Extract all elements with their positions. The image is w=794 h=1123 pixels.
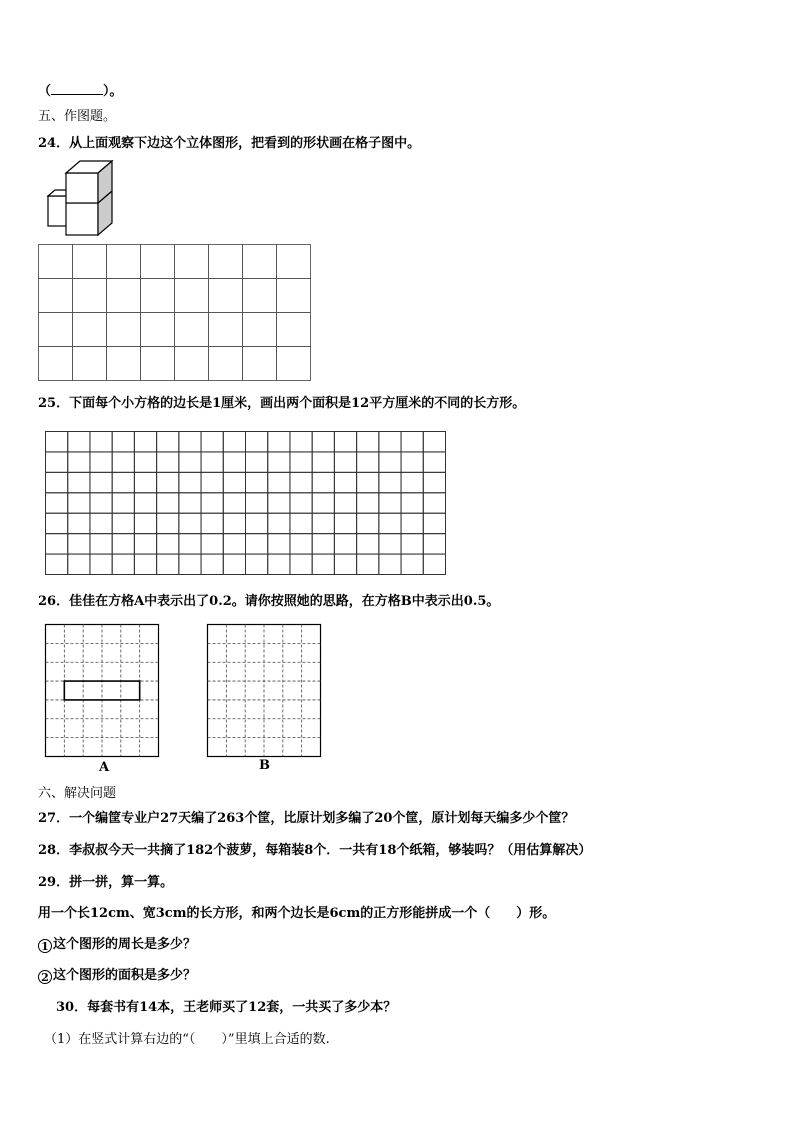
q25-grid-cell[interactable] xyxy=(223,452,245,472)
q25-grid-cell[interactable] xyxy=(312,452,334,472)
q24-grid-cell[interactable] xyxy=(175,313,209,347)
q24-grid-cell[interactable] xyxy=(243,245,277,279)
q25-grid-cell[interactable] xyxy=(290,472,312,492)
q25-grid-cell[interactable] xyxy=(334,452,356,472)
q24-drawing-grid[interactable] xyxy=(38,244,312,382)
q28-text xyxy=(38,842,591,860)
q24-grid-cell[interactable] xyxy=(107,279,141,313)
q24-text xyxy=(38,135,420,153)
close-paren: ）。 xyxy=(103,84,123,99)
q25-grid-cell[interactable] xyxy=(46,452,68,472)
q25-grid-cell[interactable] xyxy=(290,452,312,472)
q30-sub1: （1）在竖式计算右边的“（ ）”里填上合适的数. xyxy=(44,1032,330,1047)
q24-grid-cell[interactable] xyxy=(39,245,73,279)
q24-grid-cell[interactable] xyxy=(73,245,107,279)
q25-grid-cell[interactable] xyxy=(423,452,445,472)
q25-grid-cell[interactable] xyxy=(401,554,423,574)
q25-grid-cell[interactable] xyxy=(379,432,401,452)
q25-grid-cell[interactable] xyxy=(68,432,90,452)
q25-grid-cell[interactable] xyxy=(379,472,401,492)
q24-grid-cell[interactable] xyxy=(175,245,209,279)
q24-question: 从上面观察下边这个立体图形，把看到的形状画在格子图中。 xyxy=(69,136,421,151)
q25-grid-cell[interactable] xyxy=(201,432,223,452)
grid-b-label: B xyxy=(259,758,270,773)
q25-grid-cell[interactable] xyxy=(112,472,134,492)
q26-number: 26． xyxy=(38,594,70,609)
answer-blank-line xyxy=(38,82,123,101)
q25-grid-cell[interactable] xyxy=(112,432,134,452)
q25-grid-cell[interactable] xyxy=(90,534,112,554)
q24-grid-cell[interactable] xyxy=(277,347,311,381)
q25-grid-cell[interactable] xyxy=(90,432,112,452)
q24-grid-cell[interactable] xyxy=(209,279,243,313)
q24-grid-cell[interactable] xyxy=(39,347,73,381)
q24-grid-cell[interactable] xyxy=(39,279,73,313)
q25-grid-cell[interactable] xyxy=(246,534,268,554)
q25-grid-cell[interactable] xyxy=(46,493,68,513)
q25-grid-cell[interactable] xyxy=(112,493,134,513)
q25-grid-cell[interactable] xyxy=(268,513,290,533)
q24-grid-cell[interactable] xyxy=(141,347,175,381)
q25-grid-cell[interactable] xyxy=(423,513,445,533)
q25-grid-cell[interactable] xyxy=(112,513,134,533)
q25-grid-cell[interactable] xyxy=(46,472,68,492)
q25-grid-cell[interactable] xyxy=(268,432,290,452)
q25-grid-cell[interactable] xyxy=(157,513,179,533)
q25-grid-cell[interactable] xyxy=(134,452,156,472)
q24-grid-cell[interactable] xyxy=(209,313,243,347)
q25-grid-cell[interactable] xyxy=(134,493,156,513)
q25-grid-cell[interactable] xyxy=(68,472,90,492)
q25-grid-cell[interactable] xyxy=(246,493,268,513)
q25-grid-cell[interactable] xyxy=(334,432,356,452)
q25-grid-cell[interactable] xyxy=(423,472,445,492)
q25-grid-cell[interactable] xyxy=(46,534,68,554)
q25-number: 25． xyxy=(38,396,70,411)
q28-number: 28． xyxy=(38,843,70,858)
q25-grid-cell[interactable] xyxy=(68,534,90,554)
q24-grid-cell[interactable] xyxy=(243,313,277,347)
q25-grid-cell[interactable] xyxy=(334,554,356,574)
q25-grid-cell[interactable] xyxy=(401,452,423,472)
q25-grid-cell[interactable] xyxy=(112,452,134,472)
q25-grid-cell[interactable] xyxy=(157,493,179,513)
q25-grid-cell[interactable] xyxy=(179,452,201,472)
q29-sub2-text: 这个图形的面积是多少？ xyxy=(53,968,197,983)
q25-grid-cell[interactable] xyxy=(134,554,156,574)
answer-blank[interactable] xyxy=(51,82,103,95)
q25-grid-cell[interactable] xyxy=(68,493,90,513)
q24-grid-cell[interactable] xyxy=(209,245,243,279)
cube-solid-figure xyxy=(40,160,120,240)
q25-grid-cell[interactable] xyxy=(312,472,334,492)
q25-grid-cell[interactable] xyxy=(401,432,423,452)
q29-line2: 用一个长12cm、宽3cm的长方形，和两个边长是6cm的正方形能拼成一个（ ）形。 xyxy=(38,906,556,921)
q25-grid-cell[interactable] xyxy=(401,513,423,533)
q29-text xyxy=(38,874,173,892)
q25-grid-cell[interactable] xyxy=(157,472,179,492)
q24-grid-cell[interactable] xyxy=(141,245,175,279)
q25-grid-cell[interactable] xyxy=(268,493,290,513)
q25-grid-cell[interactable] xyxy=(246,554,268,574)
grid-a-label: A xyxy=(99,760,110,775)
q24-grid-cell[interactable] xyxy=(73,347,107,381)
q25-grid-cell[interactable] xyxy=(201,513,223,533)
q25-text xyxy=(38,395,525,413)
q25-grid-cell[interactable] xyxy=(423,493,445,513)
q25-grid-cell[interactable] xyxy=(268,554,290,574)
q24-grid-cell[interactable] xyxy=(107,347,141,381)
q25-grid-cell[interactable] xyxy=(423,554,445,574)
open-paren: （ xyxy=(38,84,52,99)
q25-grid-cell[interactable] xyxy=(268,534,290,554)
q25-grid-cell[interactable] xyxy=(90,472,112,492)
q29-sub2 xyxy=(38,967,196,985)
q25-grid-cell[interactable] xyxy=(357,513,379,533)
q25-grid-cell[interactable] xyxy=(379,554,401,574)
q24-grid-cell[interactable] xyxy=(39,313,73,347)
q25-grid-cell[interactable] xyxy=(134,513,156,533)
cube-right-front xyxy=(66,203,98,235)
q25-grid-cell[interactable] xyxy=(68,554,90,574)
q25-grid-cell[interactable] xyxy=(223,554,245,574)
q25-grid-cell[interactable] xyxy=(201,534,223,554)
q25-grid-cell[interactable] xyxy=(290,534,312,554)
q25-grid-cell[interactable] xyxy=(90,493,112,513)
q25-grid-cell[interactable] xyxy=(68,513,90,533)
q25-grid-cell[interactable] xyxy=(201,452,223,472)
q25-grid-cell[interactable] xyxy=(312,554,334,574)
q24-grid-cell[interactable] xyxy=(141,313,175,347)
q25-grid-cell[interactable] xyxy=(312,513,334,533)
q25-grid-cell[interactable] xyxy=(312,432,334,452)
q25-grid-cell[interactable] xyxy=(357,452,379,472)
q25-grid-cell[interactable] xyxy=(334,472,356,492)
q25-grid-cell[interactable] xyxy=(290,493,312,513)
grid-b[interactable] xyxy=(207,624,322,758)
q25-grid-cell[interactable] xyxy=(246,452,268,472)
q25-grid-cell[interactable] xyxy=(268,452,290,472)
q25-grid-cell[interactable] xyxy=(401,472,423,492)
q25-grid-cell[interactable] xyxy=(357,534,379,554)
circled-number-1: 1 xyxy=(38,939,52,953)
q25-grid-cell[interactable] xyxy=(334,513,356,533)
q25-grid-cell[interactable] xyxy=(401,493,423,513)
q25-grid-cell[interactable] xyxy=(201,554,223,574)
q25-grid-cell[interactable] xyxy=(112,554,134,574)
q25-grid-cell[interactable] xyxy=(157,452,179,472)
q24-grid-cell[interactable] xyxy=(277,313,311,347)
q25-grid-cell[interactable] xyxy=(179,432,201,452)
q25-grid-cell[interactable] xyxy=(157,534,179,554)
q30-question: 每套书有14本，王老师买了12套，一共买了多少本？ xyxy=(87,1000,397,1015)
q25-grid-cell[interactable] xyxy=(157,432,179,452)
q25-grid-cell[interactable] xyxy=(68,452,90,472)
q25-grid-cell[interactable] xyxy=(357,493,379,513)
q25-grid-cell[interactable] xyxy=(246,513,268,533)
q24-grid-cell[interactable] xyxy=(175,279,209,313)
q25-grid-cell[interactable] xyxy=(379,534,401,554)
q25-grid-cell[interactable] xyxy=(46,513,68,533)
q25-grid-cell[interactable] xyxy=(179,493,201,513)
q25-grid-cell[interactable] xyxy=(423,534,445,554)
q25-grid-cell[interactable] xyxy=(112,534,134,554)
q25-grid-cell[interactable] xyxy=(223,493,245,513)
q24-grid-cell[interactable] xyxy=(243,347,277,381)
q25-question: 下面每个小方格的边长是1厘米，画出两个面积是12平方厘米的不同的长方形。 xyxy=(69,396,526,411)
q25-grid-cell[interactable] xyxy=(223,534,245,554)
q25-grid-cell[interactable] xyxy=(423,432,445,452)
q25-grid-cell[interactable] xyxy=(223,513,245,533)
q27-text xyxy=(38,810,574,828)
q24-grid-cell[interactable] xyxy=(209,347,243,381)
q25-grid-cell[interactable] xyxy=(134,432,156,452)
q25-grid-cell[interactable] xyxy=(179,554,201,574)
q25-grid-cell[interactable] xyxy=(290,513,312,533)
q30-text xyxy=(56,999,396,1017)
q25-grid-cell[interactable] xyxy=(379,513,401,533)
q24-number: 24． xyxy=(38,136,70,151)
q29-sub1-text: 这个图形的周长是多少？ xyxy=(53,937,197,952)
q25-grid-cell[interactable] xyxy=(357,472,379,492)
q27-question: 一个编筐专业户27天编了263个筐，比原计划多编了20个筐，原计划每天编多少个筐？ xyxy=(69,811,575,826)
q25-grid-cell[interactable] xyxy=(201,472,223,492)
q25-grid-cell[interactable] xyxy=(312,493,334,513)
q24-grid-cell[interactable] xyxy=(243,279,277,313)
q25-grid-cell[interactable] xyxy=(401,534,423,554)
q24-grid-cell[interactable] xyxy=(277,279,311,313)
q25-grid-cell[interactable] xyxy=(357,432,379,452)
q26-text xyxy=(38,593,499,611)
q27-number: 27． xyxy=(38,811,70,826)
q25-grid-cell[interactable] xyxy=(157,554,179,574)
q25-grid-cell[interactable] xyxy=(290,432,312,452)
q24-grid-cell[interactable] xyxy=(107,245,141,279)
q24-grid-cell[interactable] xyxy=(277,245,311,279)
grid-a xyxy=(45,624,160,758)
q29-number: 29． xyxy=(38,875,70,890)
cube-top-front xyxy=(66,173,98,203)
q24-grid-cell[interactable] xyxy=(141,279,175,313)
q25-grid-cell[interactable] xyxy=(246,472,268,492)
cube-left-front xyxy=(48,196,68,226)
q25-grid-cell[interactable] xyxy=(90,513,112,533)
section-5-title: 五、作图题。 xyxy=(38,109,117,124)
q25-grid-cell[interactable] xyxy=(134,534,156,554)
q25-grid-cell[interactable] xyxy=(334,534,356,554)
q25-grid-cell[interactable] xyxy=(90,452,112,472)
q24-grid-cell[interactable] xyxy=(175,347,209,381)
q29-sub1 xyxy=(38,936,196,954)
q25-grid-cell[interactable] xyxy=(357,554,379,574)
q24-grid-cell[interactable] xyxy=(73,279,107,313)
q25-grid-cell[interactable] xyxy=(290,554,312,574)
q25-grid-cell[interactable] xyxy=(134,472,156,492)
q25-grid-cell[interactable] xyxy=(379,493,401,513)
q25-grid-cell[interactable] xyxy=(179,472,201,492)
q28-question: 李叔叔今天一共摘了182个菠萝，每箱装8个．一共有18个纸箱，够装吗？（用估算解决） xyxy=(69,843,592,858)
section-6-title: 六、解决问题 xyxy=(38,786,117,801)
q25-grid-cell[interactable] xyxy=(179,534,201,554)
q25-grid-cell[interactable] xyxy=(90,554,112,574)
q24-grid-cell[interactable] xyxy=(107,313,141,347)
q25-grid-cell[interactable] xyxy=(223,432,245,452)
q25-drawing-grid[interactable] xyxy=(45,431,446,576)
q24-grid-cell[interactable] xyxy=(73,313,107,347)
q25-grid-cell[interactable] xyxy=(246,432,268,452)
q29-question: 拼一拼，算一算。 xyxy=(69,875,174,890)
circled-number-2: 2 xyxy=(38,970,52,984)
q25-grid-cell[interactable] xyxy=(312,534,334,554)
q25-grid-cell[interactable] xyxy=(334,493,356,513)
q30-number: 30． xyxy=(56,1000,88,1015)
q25-grid-cell[interactable] xyxy=(223,472,245,492)
q25-grid-cell[interactable] xyxy=(268,472,290,492)
q26-question: 佳佳在方格A中表示出了0.2。请你按照她的思路，在方格B中表示出0.5。 xyxy=(69,594,500,609)
q25-grid-cell[interactable] xyxy=(46,554,68,574)
q25-grid-cell[interactable] xyxy=(46,432,68,452)
q25-grid-cell[interactable] xyxy=(379,452,401,472)
q25-grid-cell[interactable] xyxy=(201,493,223,513)
q25-grid-cell[interactable] xyxy=(179,513,201,533)
